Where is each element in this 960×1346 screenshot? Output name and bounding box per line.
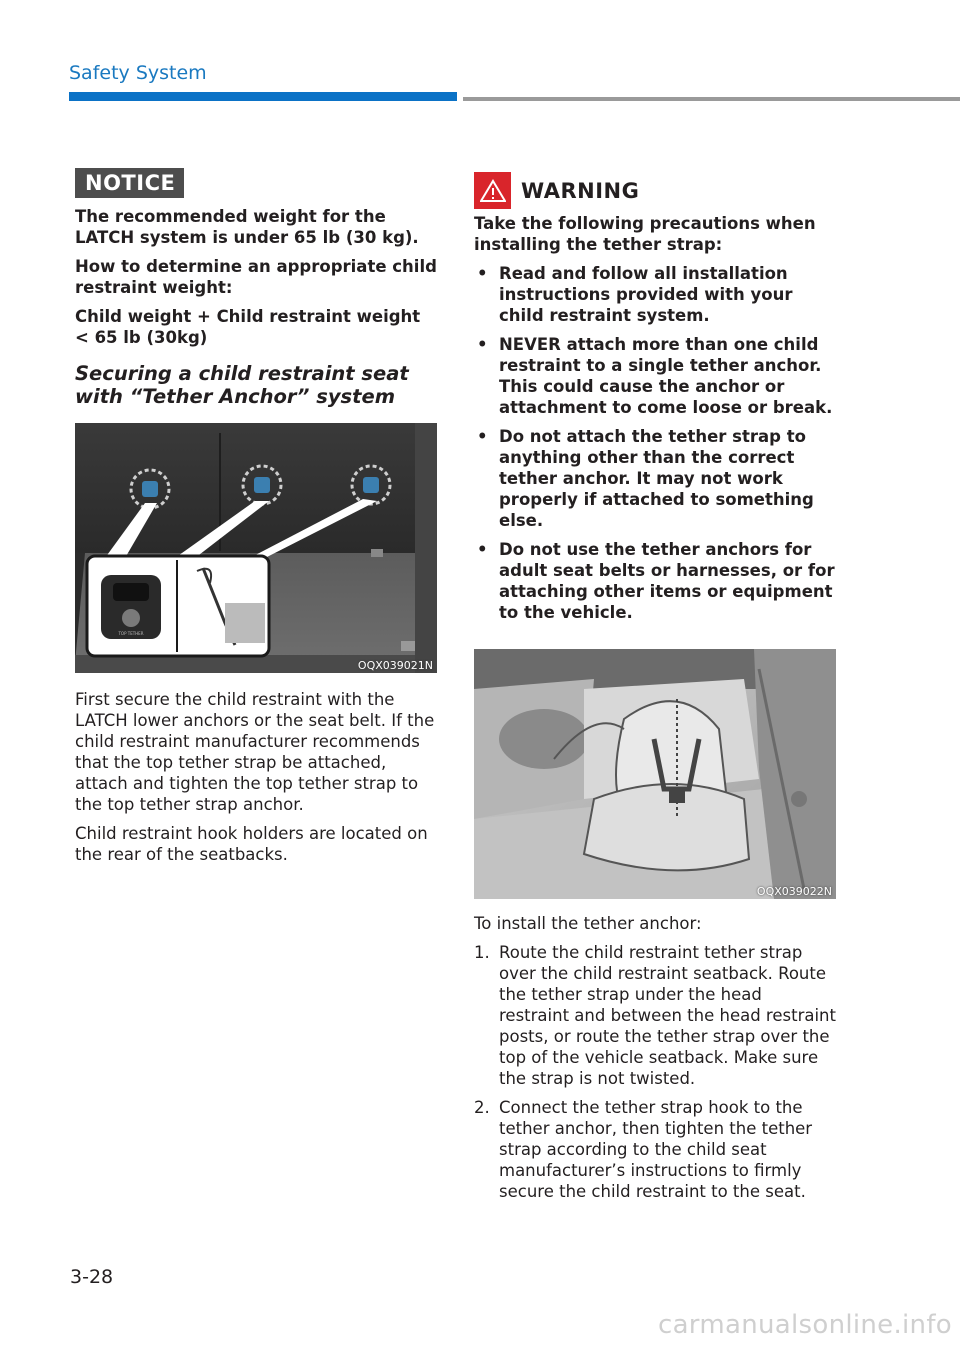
warning-intro: Take the following precautions when installing the tether strap: [474, 214, 816, 254]
right-column [474, 172, 836, 1210]
warning-item: • Do not use the tether anchors for adult seat belts or harnesses, or for attaching other items or equipment to the vehicle. [477, 540, 835, 622]
notice-badge: NOTICE [75, 168, 184, 198]
cargo-tether-figure [75, 423, 437, 673]
warning-item: • Read and follow all installation instructions provided with your child restraint system. [477, 264, 793, 325]
notice-line: Child weight + Child restraint weight < 65 lb (30kg) [75, 307, 421, 347]
install-intro: To install the tether anchor: [474, 914, 702, 933]
notice-line: How to determine an appropriate child restraint weight: [75, 257, 437, 297]
inset-label: TOP TETHER [118, 631, 144, 636]
child-seat-illustration [474, 649, 836, 899]
header-rule-gray [463, 97, 960, 101]
page-number: 3-28 [70, 1266, 114, 1288]
child-seat-figure [474, 649, 836, 899]
install-step: 2. Connect the tether strap hook to the tether anchor, then tighten the tether strap according to the child seat manufacturer’s instructions to firmly secure the child restraint to the seat. [474, 1098, 813, 1201]
watermark: carmanualsonline.info [657, 1310, 952, 1340]
install-steps [474, 942, 836, 1202]
warning-triangle-icon [474, 172, 511, 209]
cargo-area-illustration [75, 423, 437, 673]
body-paragraph: First secure the child restraint with the LATCH lower anchors or the seat belt. If the child restraint manufacturer recommends that the top tether strap be attached, attach and tighten the top tether strap to the top tether strap anchor. [75, 690, 435, 814]
warning-list [474, 263, 836, 623]
section-heading: Securing a child restraint seat with “Tether Anchor” system [75, 362, 409, 408]
figure-code: OQX039022N [756, 885, 832, 898]
body-paragraph: Child restraint hook holders are located on the rear of the seatbacks. [75, 824, 428, 864]
notice-line: The recommended weight for the LATCH system is under 65 lb (30 kg). [75, 207, 419, 247]
section-title: Safety System [69, 62, 207, 84]
warning-title: WARNING [521, 178, 640, 203]
install-step: 1. Route the child restraint tether strap over the child restraint seatback. Route the tether strap under the head restraint and between the head restraint posts, or route the tether strap over the top of the vehicle seatback. Make sure the strap is not twisted. [474, 943, 836, 1088]
header-rule-blue [69, 92, 457, 101]
install-instructions [474, 913, 836, 1202]
notice-body [75, 206, 437, 348]
warning-item: • Do not attach the tether strap to anything other than the correct tether anchor. It may not work properly if attached to something else. [477, 427, 814, 530]
warning-header [474, 172, 836, 209]
left-column [75, 168, 437, 873]
left-body [75, 689, 437, 865]
warning-item: • NEVER attach more than one child restraint to a single tether anchor. This could cause the anchor or attachment to come loose or break. [477, 335, 833, 417]
figure-code: OQX039021N [357, 659, 433, 672]
